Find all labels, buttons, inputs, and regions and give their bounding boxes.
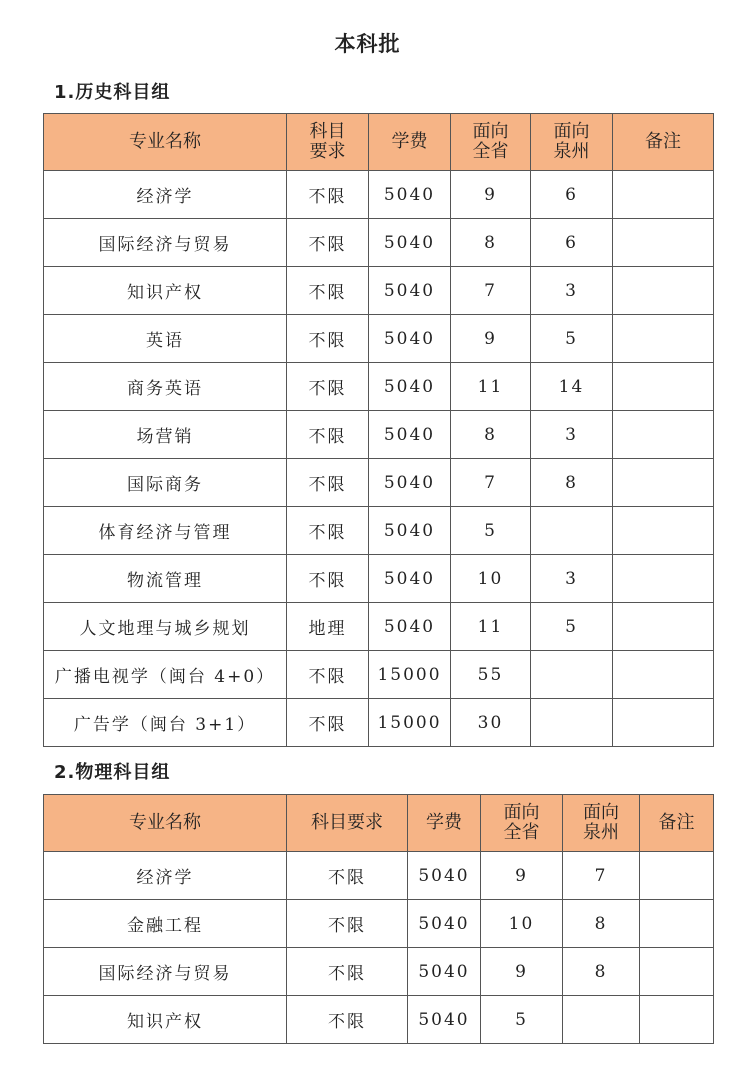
table-row xyxy=(44,996,714,1044)
cell-note xyxy=(640,852,714,900)
cell-note xyxy=(613,363,714,411)
cell-quanzhou xyxy=(531,699,613,747)
cell-note xyxy=(613,603,714,651)
cell-requirement: 不限 xyxy=(287,171,369,219)
cell-fee: 5040 xyxy=(369,315,451,363)
cell-quanzhou xyxy=(531,651,613,699)
cell-requirement: 不限 xyxy=(287,996,408,1044)
cell-quanzhou: 5 xyxy=(531,315,613,363)
table-row xyxy=(44,852,714,900)
cell-requirement: 不限 xyxy=(287,699,369,747)
cell-fee: 5040 xyxy=(369,411,451,459)
cell-quanzhou: 5 xyxy=(531,603,613,651)
cell-quanzhou xyxy=(563,996,640,1044)
table-row xyxy=(44,699,714,747)
cell-fee: 5040 xyxy=(369,267,451,315)
cell-quanzhou: 6 xyxy=(531,171,613,219)
cell-province: 10 xyxy=(481,900,563,948)
header-fee: 学费 xyxy=(369,114,451,171)
table-row xyxy=(44,603,714,651)
page-title: 本科批 xyxy=(334,32,401,56)
table-row xyxy=(44,555,714,603)
cell-major: 金融工程 xyxy=(44,900,287,948)
cell-major: 广告学（闽台 3+1） xyxy=(44,699,287,747)
cell-major: 国际经济与贸易 xyxy=(44,219,287,267)
cell-requirement: 不限 xyxy=(287,555,369,603)
cell-fee: 5040 xyxy=(408,900,481,948)
cell-major: 知识产权 xyxy=(44,996,287,1044)
table-row xyxy=(44,363,714,411)
cell-requirement: 不限 xyxy=(287,852,408,900)
table-row xyxy=(44,219,714,267)
cell-province: 11 xyxy=(451,603,531,651)
header-fee: 学费 xyxy=(408,795,481,852)
cell-requirement: 不限 xyxy=(287,267,369,315)
cell-requirement: 不限 xyxy=(287,363,369,411)
cell-quanzhou: 8 xyxy=(531,459,613,507)
cell-requirement: 地理 xyxy=(287,603,369,651)
cell-note xyxy=(613,411,714,459)
cell-province: 9 xyxy=(451,315,531,363)
cell-major: 英语 xyxy=(44,315,287,363)
cell-major: 场营销 xyxy=(44,411,287,459)
cell-major: 知识产权 xyxy=(44,267,287,315)
cell-province: 5 xyxy=(451,507,531,555)
cell-major: 体育经济与管理 xyxy=(44,507,287,555)
table-row xyxy=(44,507,714,555)
cell-requirement: 不限 xyxy=(287,900,408,948)
cell-quanzhou xyxy=(531,507,613,555)
cell-note xyxy=(613,219,714,267)
cell-province: 5 xyxy=(481,996,563,1044)
cell-province: 9 xyxy=(451,171,531,219)
cell-note xyxy=(613,555,714,603)
cell-note xyxy=(613,459,714,507)
table-row xyxy=(44,267,714,315)
physics-table-body xyxy=(44,852,714,1044)
cell-requirement: 不限 xyxy=(287,651,369,699)
cell-fee: 15000 xyxy=(369,651,451,699)
cell-note xyxy=(613,171,714,219)
cell-note xyxy=(613,315,714,363)
cell-quanzhou: 3 xyxy=(531,411,613,459)
cell-fee: 5040 xyxy=(369,555,451,603)
cell-major: 经济学 xyxy=(44,852,287,900)
header-note: 备注 xyxy=(640,795,714,852)
section-heading-physics: 2.物理科目组 xyxy=(54,762,171,783)
cell-requirement: 不限 xyxy=(287,411,369,459)
cell-fee: 5040 xyxy=(369,603,451,651)
header-note: 备注 xyxy=(613,114,714,171)
table-header-row xyxy=(44,114,714,171)
header-requirement: 科目 要求 xyxy=(287,114,369,171)
table-row xyxy=(44,459,714,507)
cell-fee: 5040 xyxy=(408,996,481,1044)
cell-requirement: 不限 xyxy=(287,219,369,267)
table-row xyxy=(44,900,714,948)
cell-major: 国际商务 xyxy=(44,459,287,507)
header-quanzhou: 面向 泉州 xyxy=(563,795,640,852)
header-quanzhou: 面向 泉州 xyxy=(531,114,613,171)
table-row xyxy=(44,315,714,363)
cell-fee: 15000 xyxy=(369,699,451,747)
cell-province: 8 xyxy=(451,219,531,267)
cell-major: 物流管理 xyxy=(44,555,287,603)
cell-quanzhou: 7 xyxy=(563,852,640,900)
cell-note xyxy=(640,948,714,996)
cell-major: 广播电视学（闽台 4+0） xyxy=(44,651,287,699)
cell-province: 30 xyxy=(451,699,531,747)
cell-fee: 5040 xyxy=(369,507,451,555)
cell-fee: 5040 xyxy=(369,363,451,411)
cell-major: 商务英语 xyxy=(44,363,287,411)
cell-note xyxy=(640,996,714,1044)
header-requirement: 科目要求 xyxy=(287,795,408,852)
cell-province: 10 xyxy=(451,555,531,603)
header-major: 专业名称 xyxy=(44,114,287,171)
table-row xyxy=(44,948,714,996)
cell-province: 8 xyxy=(451,411,531,459)
cell-note xyxy=(613,507,714,555)
header-province: 面向 全省 xyxy=(481,795,563,852)
cell-requirement: 不限 xyxy=(287,948,408,996)
cell-province: 9 xyxy=(481,948,563,996)
cell-fee: 5040 xyxy=(408,948,481,996)
cell-fee: 5040 xyxy=(369,219,451,267)
cell-major: 人文地理与城乡规划 xyxy=(44,603,287,651)
cell-note xyxy=(613,651,714,699)
cell-quanzhou: 14 xyxy=(531,363,613,411)
cell-requirement: 不限 xyxy=(287,315,369,363)
cell-note xyxy=(613,267,714,315)
cell-fee: 5040 xyxy=(369,459,451,507)
table-row xyxy=(44,651,714,699)
cell-requirement: 不限 xyxy=(287,507,369,555)
cell-fee: 5040 xyxy=(369,171,451,219)
physics-group-table xyxy=(43,794,714,1044)
cell-quanzhou: 3 xyxy=(531,555,613,603)
cell-province: 7 xyxy=(451,267,531,315)
cell-note xyxy=(613,699,714,747)
cell-quanzhou: 8 xyxy=(563,900,640,948)
header-province: 面向 全省 xyxy=(451,114,531,171)
cell-quanzhou: 3 xyxy=(531,267,613,315)
cell-requirement: 不限 xyxy=(287,459,369,507)
header-major: 专业名称 xyxy=(44,795,287,852)
cell-major: 国际经济与贸易 xyxy=(44,948,287,996)
cell-province: 9 xyxy=(481,852,563,900)
cell-province: 7 xyxy=(451,459,531,507)
section-heading-history: 1.历史科目组 xyxy=(54,82,171,103)
cell-note xyxy=(640,900,714,948)
history-group-table xyxy=(43,113,714,747)
cell-province: 55 xyxy=(451,651,531,699)
cell-province: 11 xyxy=(451,363,531,411)
table-row xyxy=(44,171,714,219)
cell-quanzhou: 6 xyxy=(531,219,613,267)
table-header-row xyxy=(44,795,714,852)
table-row xyxy=(44,411,714,459)
history-table-body xyxy=(44,171,714,747)
cell-quanzhou: 8 xyxy=(563,948,640,996)
cell-fee: 5040 xyxy=(408,852,481,900)
cell-major: 经济学 xyxy=(44,171,287,219)
